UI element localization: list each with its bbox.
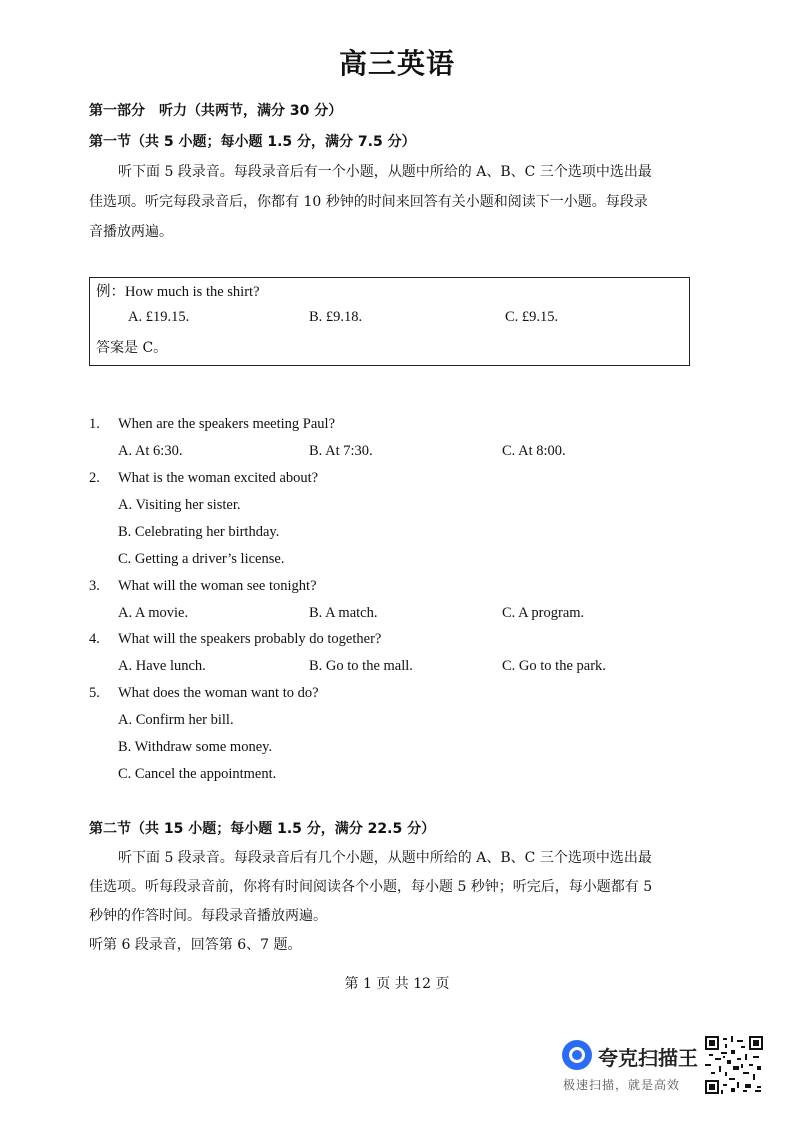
- question-text: What does the woman want to do?: [118, 685, 319, 701]
- example-option-a: A. £19.15.: [128, 309, 190, 325]
- question-text: When are the speakers meeting Paul?: [118, 416, 336, 432]
- question-number: 1.: [89, 416, 100, 432]
- section2-heading: 第二节（共 15 小题；每小题 1.5 分，满分 22.5 分）: [89, 821, 436, 837]
- question-text: What will the speakers probably do together?: [118, 631, 382, 647]
- option-a: A. Confirm her bill.: [118, 712, 234, 728]
- section2-next: 听第 6 段录音，回答第 6、7 题。: [89, 937, 302, 953]
- example-option-c: C. £9.15.: [505, 309, 559, 325]
- section1-instr-line2: 佳选项。听完每段录音后，你都有 10 秒钟的时间来回答有关小题和阅读下一小题。每段录: [89, 194, 648, 210]
- option-a: A. Visiting her sister.: [118, 497, 241, 513]
- section2-instr-line2: 佳选项。听每段录音前，你将有时间阅读各个小题，每小题 5 秒钟；听完后，每小题都有 5: [89, 879, 653, 895]
- part1-heading: 第一部分 听力（共两节，满分 30 分）: [89, 103, 343, 119]
- example-option-b: B. £9.18.: [309, 309, 363, 325]
- page-title: 高三英语: [338, 47, 455, 80]
- question-number: 3.: [89, 578, 100, 594]
- option-a: A. Have lunch.: [118, 658, 206, 674]
- question-text: What will the woman see tonight?: [118, 578, 317, 594]
- watermark-slogan: 极速扫描，就是高效: [563, 1078, 681, 1092]
- option-c: C. Getting a driver’s license.: [118, 551, 285, 567]
- option-b: B. A match.: [309, 605, 378, 621]
- section1-instr-line1: 听下面 5 段录音。每段录音后有一个小题，从题中所给的 A、B、C 三个选项中选出最: [118, 164, 652, 180]
- question-number: 2.: [89, 470, 100, 486]
- watermark-name: 夸克扫描王: [598, 1046, 698, 1070]
- option-b: B. Celebrating her birthday.: [118, 524, 280, 540]
- section2-instr-line1: 听下面 5 段录音。每段录音后有几个小题，从题中所给的 A、B、C 三个选项中选出最: [118, 850, 652, 866]
- option-a: A. At 6:30.: [118, 443, 183, 459]
- section1-heading: 第一节（共 5 小题；每小题 1.5 分，满分 7.5 分）: [89, 134, 416, 150]
- option-a: A. A movie.: [118, 605, 189, 621]
- page-footer: 第 1 页 共 12 页: [344, 976, 450, 992]
- option-b: B. Go to the mall.: [309, 658, 413, 674]
- option-b: B. At 7:30.: [309, 443, 373, 459]
- option-c: C. A program.: [502, 605, 585, 621]
- section1-instr-line3: 音播放两遍。: [89, 224, 173, 240]
- example-question: 例：How much is the shirt?: [96, 284, 260, 300]
- question-number: 5.: [89, 685, 100, 701]
- example-answer: 答案是 C。: [96, 340, 168, 356]
- qr-code-icon: [705, 1036, 763, 1094]
- option-c: C. Go to the park.: [502, 658, 606, 674]
- option-c: C. Cancel the appointment.: [118, 766, 277, 782]
- section2-instr-line3: 秒钟的作答时间。每段录音播放两遍。: [89, 908, 327, 924]
- question-text: What is the woman excited about?: [118, 470, 319, 486]
- option-c: C. At 8:00.: [502, 443, 566, 459]
- scanner-logo-icon: [562, 1040, 592, 1070]
- question-number: 4.: [89, 631, 100, 647]
- option-b: B. Withdraw some money.: [118, 739, 273, 755]
